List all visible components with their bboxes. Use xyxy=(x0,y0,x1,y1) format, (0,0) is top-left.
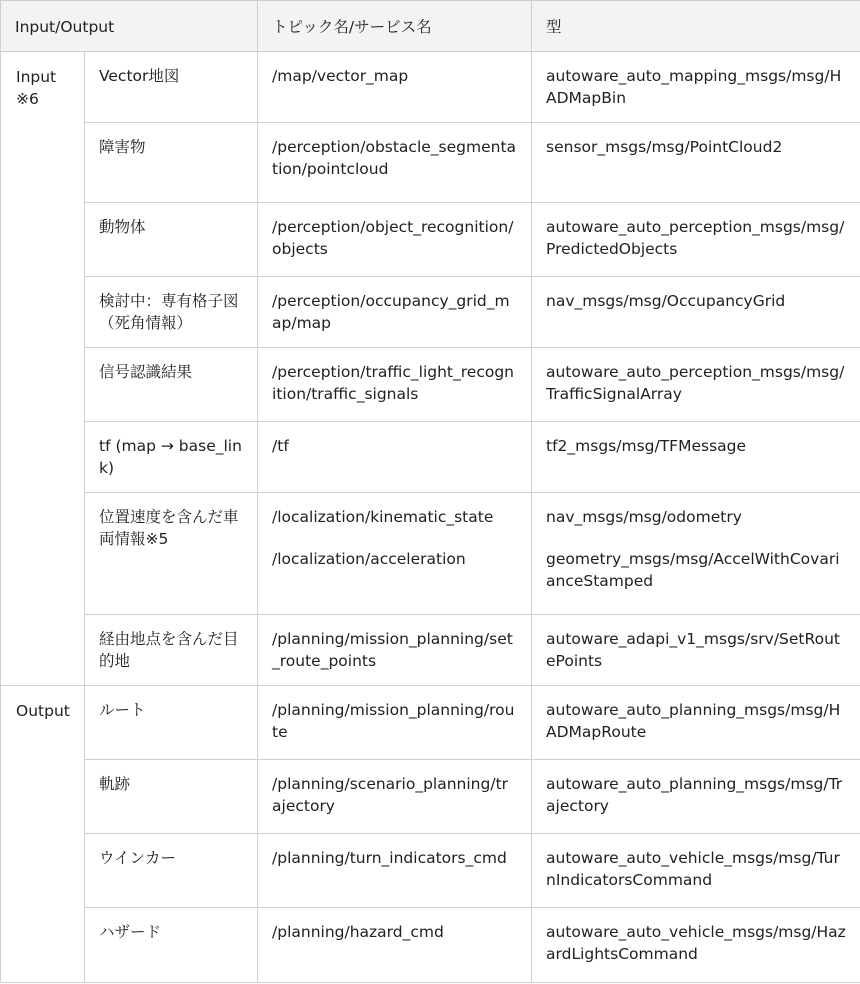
topic-name: /localization/kinematic_state xyxy=(272,508,494,526)
table-row xyxy=(1,277,860,348)
table-row xyxy=(1,834,860,908)
data-label: ルート xyxy=(85,686,258,760)
topic-name: /map/vector_map xyxy=(272,67,409,85)
table-row xyxy=(1,493,860,615)
message-type: autoware_auto_vehicle_msgs/msg/HazardLightsCommand xyxy=(546,923,846,963)
topic-cell xyxy=(258,908,532,983)
topic-name: /perception/obstacle_segmentation/pointcloud xyxy=(272,138,517,178)
topic-name: /localization/acceleration xyxy=(272,550,466,568)
data-label: tf (map → base_link) xyxy=(85,422,258,493)
type-cell xyxy=(532,52,860,123)
data-label: 軌跡 xyxy=(85,760,258,834)
table-body xyxy=(1,52,860,983)
table-row xyxy=(1,348,860,422)
topic-name: /planning/turn_indicators_cmd xyxy=(272,849,507,867)
topic-cell xyxy=(258,277,532,348)
header-io: Input/Output xyxy=(1,1,258,52)
data-label: 経由地点を含んだ目的地 xyxy=(85,615,258,686)
topic-name: /planning/mission_planning/set_route_points xyxy=(272,630,513,670)
data-label: Vector地図 xyxy=(85,52,258,123)
type-cell xyxy=(532,493,860,615)
topic-name: /tf xyxy=(272,437,289,455)
table-row xyxy=(1,615,860,686)
type-cell xyxy=(532,615,860,686)
data-label: 障害物 xyxy=(85,123,258,203)
message-type: geometry_msgs/msg/AccelWithCovarianceStamped xyxy=(546,550,840,590)
topic-name: /planning/scenario_planning/trajectory xyxy=(272,775,509,815)
header-type: 型 xyxy=(532,1,860,52)
topic-cell xyxy=(258,615,532,686)
header-row xyxy=(1,1,860,52)
topic-cell xyxy=(258,493,532,615)
output-group-label: Output xyxy=(1,686,85,983)
topic-cell xyxy=(258,422,532,493)
message-type: autoware_adapi_v1_msgs/srv/SetRoutePoints xyxy=(546,630,840,670)
message-type: autoware_auto_mapping_msgs/msg/HADMapBin xyxy=(546,67,842,107)
type-cell xyxy=(532,686,860,760)
topic-cell xyxy=(258,348,532,422)
message-type: nav_msgs/msg/odometry xyxy=(546,508,742,526)
data-label: 信号認識結果 xyxy=(85,348,258,422)
topic-name: /perception/traffic_light_recognition/traffic_signals xyxy=(272,363,514,403)
table-row xyxy=(1,203,860,277)
topic-cell xyxy=(258,52,532,123)
type-cell xyxy=(532,422,860,493)
type-cell xyxy=(532,908,860,983)
message-type: nav_msgs/msg/OccupancyGrid xyxy=(546,292,786,310)
topic-name: /perception/occupancy_grid_map/map xyxy=(272,292,510,332)
message-type: sensor_msgs/msg/PointCloud2 xyxy=(546,138,783,156)
data-label: ハザード xyxy=(85,908,258,983)
message-type: autoware_auto_perception_msgs/msg/TrafficSignalArray xyxy=(546,363,845,403)
table-row xyxy=(1,52,860,123)
topic-name: /planning/mission_planning/route xyxy=(272,701,515,741)
message-type: tf2_msgs/msg/TFMessage xyxy=(546,437,747,455)
table-row xyxy=(1,123,860,203)
type-cell xyxy=(532,123,860,203)
table-row xyxy=(1,908,860,983)
topic-cell xyxy=(258,760,532,834)
table-row xyxy=(1,760,860,834)
message-type: autoware_auto_perception_msgs/msg/PredictedObjects xyxy=(546,218,845,258)
topic-cell xyxy=(258,203,532,277)
message-type: autoware_auto_vehicle_msgs/msg/TurnIndicatorsCommand xyxy=(546,849,840,889)
table-row xyxy=(1,422,860,493)
header-topic: トピック名/サービス名 xyxy=(258,1,532,52)
data-label: 動物体 xyxy=(85,203,258,277)
type-cell xyxy=(532,277,860,348)
data-label: ウインカー xyxy=(85,834,258,908)
data-label: 検討中：専有格子図（死角情報） xyxy=(85,277,258,348)
message-type: autoware_auto_planning_msgs/msg/HADMapRoute xyxy=(546,701,841,741)
data-label: 位置速度を含んだ車両情報※5 xyxy=(85,493,258,615)
type-cell xyxy=(532,760,860,834)
topic-cell xyxy=(258,834,532,908)
table-row xyxy=(1,686,860,760)
type-cell xyxy=(532,834,860,908)
type-cell xyxy=(532,348,860,422)
type-cell xyxy=(532,203,860,277)
message-type: autoware_auto_planning_msgs/msg/Trajectory xyxy=(546,775,843,815)
topic-cell xyxy=(258,686,532,760)
input-group-label: Input ※6 xyxy=(1,52,85,686)
topic-cell xyxy=(258,123,532,203)
topic-name: /planning/hazard_cmd xyxy=(272,923,444,941)
topic-name: /perception/object_recognition/objects xyxy=(272,218,514,258)
